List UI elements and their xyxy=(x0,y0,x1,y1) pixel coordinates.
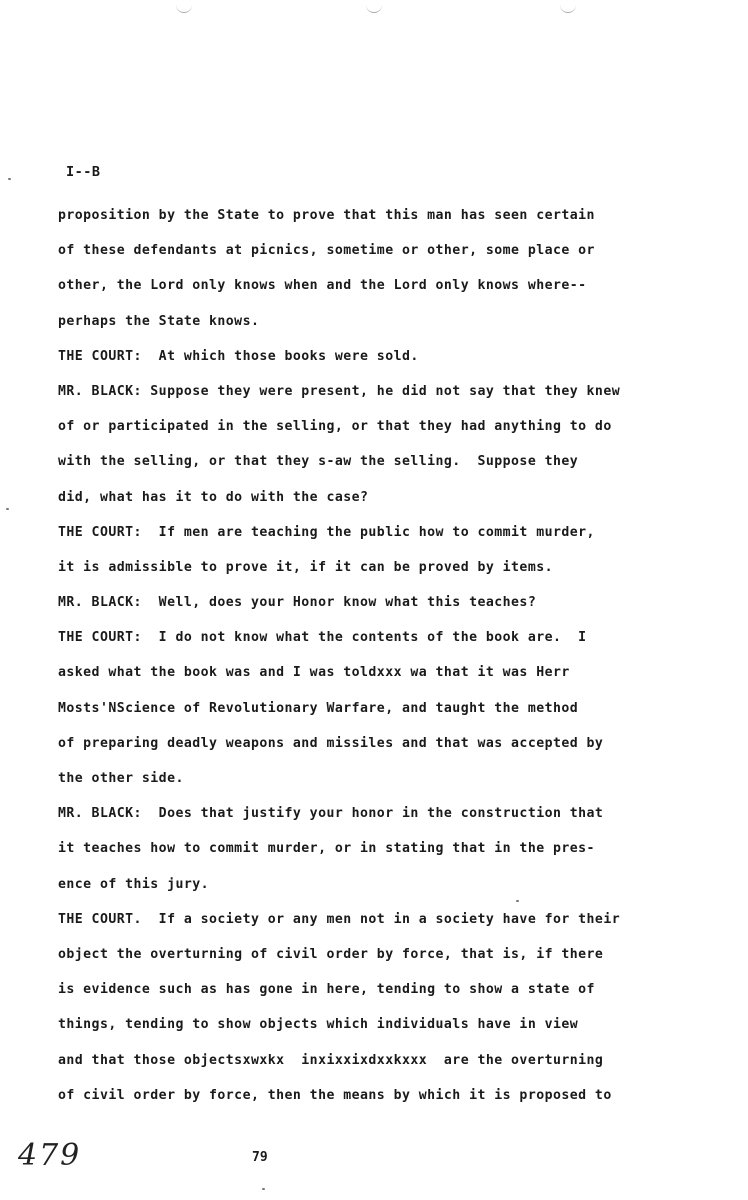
transcript-line: other, the Lord only knows when and the Lord only knows where-- xyxy=(58,278,587,294)
transcript-line: ence of this jury. xyxy=(58,876,210,892)
transcript-line: THE COURT: I do not know what the contents of the book are. I xyxy=(58,630,587,646)
transcript-line: with the selling, or that they s-aw the selling. Suppose they xyxy=(58,454,579,470)
transcript-line: of civil order by force, then the means by which it is proposed to xyxy=(58,1087,612,1103)
scan-artifact-mark xyxy=(560,4,576,13)
transcript-line: of these defendants at picnics, sometime or other, some place or xyxy=(58,243,595,259)
page-number: 79 xyxy=(252,1150,268,1165)
scan-speck xyxy=(516,900,519,902)
transcript-line: THE COURT: If men are teaching the public how to commit murder, xyxy=(58,524,595,540)
handwritten-page-number: 479 xyxy=(18,1138,82,1173)
transcript-line: and that those objectsxwxkx inxixxixdxxkxxx are the overturning xyxy=(58,1052,604,1068)
transcript-line: did, what has it to do with the case? xyxy=(58,489,369,505)
transcript-line: it is admissible to prove it, if it can be proved by items. xyxy=(58,559,553,575)
transcript-line: of or participated in the selling, or that they had anything to do xyxy=(58,419,612,435)
transcript-body xyxy=(58,198,718,1113)
transcript-line: is evidence such as has gone in here, tending to show a state of xyxy=(58,982,595,998)
transcript-line: asked what the book was and I was toldxxx wa that it was Herr xyxy=(58,665,570,681)
transcript-line: object the overturning of civil order by force, that is, if there xyxy=(58,946,604,962)
transcript-line: of preparing deadly weapons and missiles and that was accepted by xyxy=(58,735,604,751)
transcript-line: things, tending to show objects which individuals have in view xyxy=(58,1017,579,1033)
scan-speck xyxy=(262,1188,265,1190)
scan-speck xyxy=(6,508,9,510)
transcript-line: THE COURT: At which those books were sold. xyxy=(58,348,419,364)
transcript-line: Mosts'NScience of Revolutionary Warfare, and taught the method xyxy=(58,700,579,716)
scan-artifact-mark xyxy=(366,4,382,13)
scan-speck xyxy=(8,178,11,180)
transcript-line: MR. BLACK: Does that justify your honor in the construction that xyxy=(58,806,604,822)
transcript-line: THE COURT. If a society or any men not in a society have for their xyxy=(58,911,621,927)
transcript-line: the other side. xyxy=(58,771,184,786)
transcript-line: it teaches how to commit murder, or in stating that in the pres- xyxy=(58,841,595,857)
transcript-line: MR. BLACK: Well, does your Honor know what this teaches? xyxy=(58,595,537,611)
transcript-line: proposition by the State to prove that this man has seen certain xyxy=(58,208,595,223)
section-label: I--B xyxy=(66,164,101,180)
scan-artifact-mark xyxy=(176,4,192,13)
transcript-line: MR. BLACK: Suppose they were present, he did not say that they knew xyxy=(58,383,621,399)
transcript-line: perhaps the State knows. xyxy=(58,313,260,329)
